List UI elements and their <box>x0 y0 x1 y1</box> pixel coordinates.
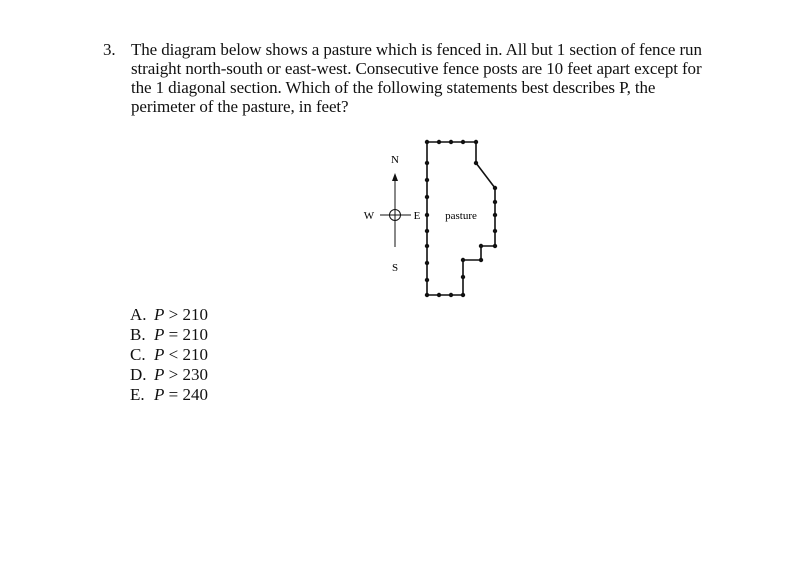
choice-variable: P <box>154 385 165 404</box>
choice-letter: A. <box>130 305 147 324</box>
choice-relation: > 230 <box>168 365 208 384</box>
choice-relation: > 210 <box>168 305 208 324</box>
choice-relation: = 210 <box>168 325 208 344</box>
choice-letter: E. <box>130 385 145 404</box>
choice-letter: C. <box>130 345 146 364</box>
compass-east-label: E <box>413 210 421 222</box>
answer-choices <box>130 305 208 405</box>
pasture-label: pasture <box>445 210 477 222</box>
choice-b[interactable] <box>130 325 208 345</box>
compass-west-label: W <box>363 210 375 222</box>
choice-a[interactable] <box>130 305 208 325</box>
pasture-diagram <box>355 135 525 305</box>
choice-d[interactable] <box>130 365 208 385</box>
question-line: the 1 diagonal section. Which of the following statements best describes P, the <box>131 78 656 97</box>
choice-relation: = 240 <box>168 385 208 404</box>
question-block <box>103 40 763 116</box>
choice-variable: P <box>154 365 165 384</box>
compass-north-arrow <box>392 173 398 181</box>
question-line: The diagram below shows a pasture which is fenced in. All but 1 section of fence run <box>131 40 702 59</box>
choice-c[interactable] <box>130 345 208 365</box>
compass-north-label: N <box>391 154 399 166</box>
question-line: straight north-south or east-west. Consecutive fence posts are 10 feet apart except for <box>131 59 702 78</box>
choice-variable: P <box>154 345 165 364</box>
question-line: perimeter of the pasture, in feet? <box>131 97 349 116</box>
choice-variable: P <box>154 325 165 344</box>
choice-letter: D. <box>130 365 147 384</box>
choice-letter: B. <box>130 325 146 344</box>
question-text <box>131 40 763 116</box>
choice-variable: P <box>154 305 165 324</box>
compass-south-label: S <box>391 262 399 274</box>
choice-relation: < 210 <box>168 345 208 364</box>
question-number: 3. <box>103 40 116 59</box>
choice-e[interactable] <box>130 385 208 405</box>
compass-rose <box>364 154 421 274</box>
